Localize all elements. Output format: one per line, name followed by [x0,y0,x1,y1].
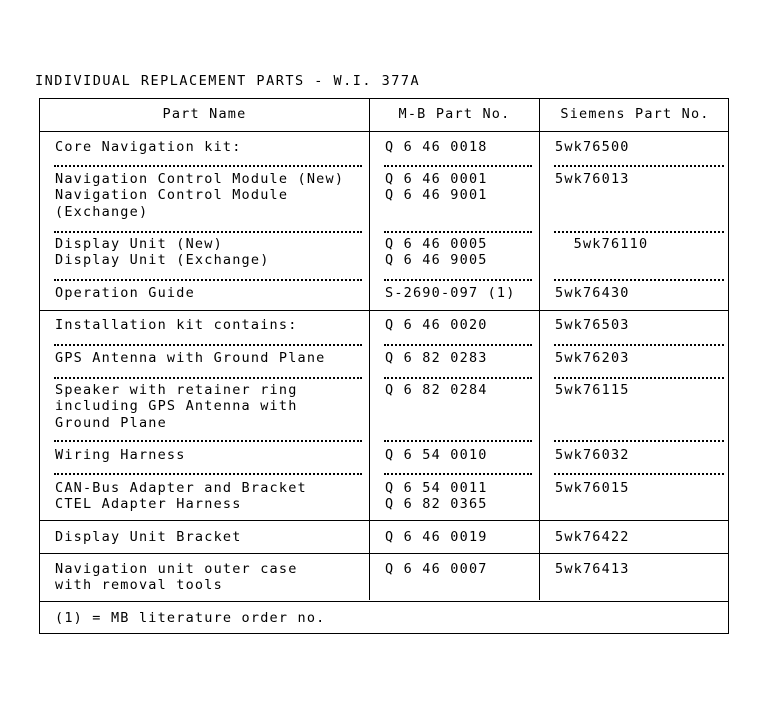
dotted-separator [54,231,362,233]
table-rule [40,601,728,602]
part-name-cell: Display Unit (New) Display Unit (Exchange) [55,236,270,269]
part-name-cell: CAN-Bus Adapter and Bracket CTEL Adapter Harness [55,480,307,513]
mb-part-no-cell: Q 6 82 0283 [385,350,488,366]
dotted-separator [384,344,532,346]
part-name-cell: Core Navigation kit: [55,139,242,155]
table-rule [40,131,728,132]
siemens-part-no-cell: 5wk76422 [555,529,630,545]
mb-part-no-cell: Q 6 46 0001 Q 6 46 9001 [385,171,488,204]
dotted-separator [384,440,532,442]
dotted-separator [554,165,724,167]
dotted-separator [54,344,362,346]
dotted-separator [384,377,532,379]
siemens-part-no-cell: 5wk76500 [555,139,630,155]
siemens-part-no-cell: 5wk76430 [555,285,630,301]
part-name-cell: Navigation unit outer case with removal tools [55,561,298,594]
dotted-separator [384,473,532,475]
mb-part-no-cell: Q 6 54 0011 Q 6 82 0365 [385,480,488,513]
dotted-separator [54,440,362,442]
siemens-part-no-cell: 5wk76032 [555,447,630,463]
dotted-separator [554,279,724,281]
dotted-separator [554,440,724,442]
table-rule [40,553,728,554]
header-part-name: Part Name [162,106,247,122]
part-name-cell: Wiring Harness [55,447,186,463]
dotted-separator [554,473,724,475]
dotted-separator [54,165,362,167]
part-name-cell: Installation kit contains: [55,317,298,333]
part-name-cell: Speaker with retainer ring including GPS Antenna with Ground Plane [55,382,298,431]
mb-part-no-cell: Q 6 46 0019 [385,529,488,545]
mb-part-no-cell: Q 6 46 0018 [385,139,488,155]
mb-part-no-cell: Q 6 82 0284 [385,382,488,398]
siemens-part-no-cell: 5wk76203 [555,350,630,366]
mb-part-no-cell: Q 6 54 0010 [385,447,488,463]
mb-part-no-cell: S-2690-097 (1) [385,285,516,301]
dotted-separator [554,231,724,233]
mb-part-no-cell: Q 6 46 0005 Q 6 46 9005 [385,236,488,269]
dotted-separator [554,344,724,346]
dotted-separator [384,231,532,233]
part-name-cell: Operation Guide [55,285,195,301]
dotted-separator [54,279,362,281]
mb-part-no-cell: Q 6 46 0007 [385,561,488,577]
siemens-part-no-cell: 5wk76013 [555,171,630,187]
table-rule [40,310,728,311]
siemens-part-no-cell: 5wk76413 [555,561,630,577]
siemens-part-no-cell: 5wk76015 [555,480,630,496]
column-divider [369,99,370,600]
siemens-part-no-cell: 5wk76115 [555,382,630,398]
parts-table [39,98,729,634]
part-name-cell: Navigation Control Module (New) Navigation Control Module (Exchange) [55,171,345,220]
column-divider [539,99,540,600]
header-siemens-part-no: Siemens Part No. [560,106,710,122]
dotted-separator [384,279,532,281]
dotted-separator [554,377,724,379]
siemens-part-no-cell: 5wk76503 [555,317,630,333]
part-name-cell: GPS Antenna with Ground Plane [55,350,326,366]
dotted-separator [54,473,362,475]
table-rule [40,520,728,521]
dotted-separator [384,165,532,167]
dotted-separator [54,377,362,379]
page-title: INDIVIDUAL REPLACEMENT PARTS - W.I. 377A [35,73,421,89]
header-mb-part-no: M-B Part No. [398,106,511,122]
mb-part-no-cell: Q 6 46 0020 [385,317,488,333]
siemens-part-no-cell: 5wk76110 [555,236,649,252]
footnote: (1) = MB literature order no. [55,610,326,626]
part-name-cell: Display Unit Bracket [55,529,242,545]
